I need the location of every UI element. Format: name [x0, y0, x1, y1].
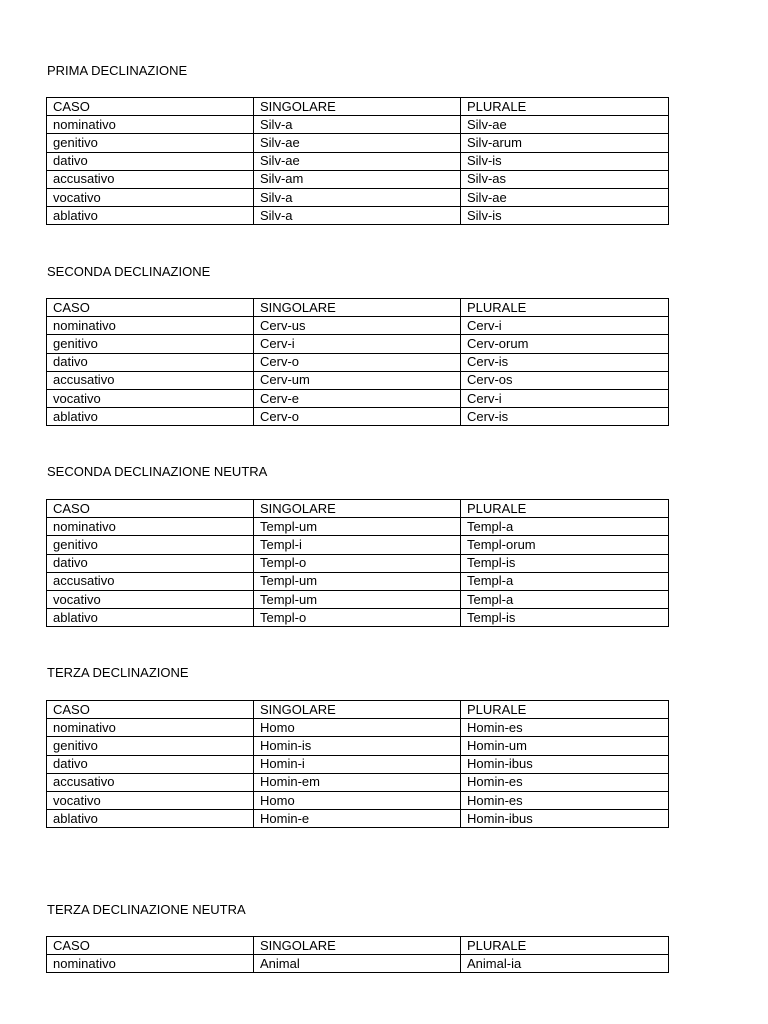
case-cell: dativo: [47, 755, 254, 773]
table-row: [47, 719, 669, 737]
header-plurale: PLURALE: [461, 937, 669, 955]
table-row: [47, 170, 669, 188]
plural-cell: Silv-is: [461, 207, 669, 225]
case-cell: nominativo: [47, 518, 254, 536]
table-row: [47, 955, 669, 973]
table-row: [47, 152, 669, 170]
header-plurale: PLURALE: [461, 98, 669, 116]
case-cell: accusativo: [47, 170, 254, 188]
case-cell: vocativo: [47, 791, 254, 809]
case-cell: nominativo: [47, 719, 254, 737]
singular-cell: Cerv-o: [254, 353, 461, 371]
section-title-terza-neutra: TERZA DECLINAZIONE NEUTRA: [47, 902, 246, 917]
table-row: [47, 536, 669, 554]
declension-table-seconda: [46, 298, 669, 426]
table-row: [47, 518, 669, 536]
plural-cell: Cerv-os: [461, 371, 669, 389]
table-row: [47, 353, 669, 371]
singular-cell: Silv-ae: [254, 134, 461, 152]
table-row: [47, 317, 669, 335]
case-cell: nominativo: [47, 955, 254, 973]
case-cell: ablativo: [47, 810, 254, 828]
case-cell: genitivo: [47, 335, 254, 353]
singular-cell: Homin-is: [254, 737, 461, 755]
header-caso: CASO: [47, 299, 254, 317]
header-caso: CASO: [47, 98, 254, 116]
singular-cell: Cerv-um: [254, 371, 461, 389]
plural-cell: Homin-es: [461, 773, 669, 791]
case-cell: dativo: [47, 152, 254, 170]
case-cell: ablativo: [47, 207, 254, 225]
singular-cell: Homin-e: [254, 810, 461, 828]
plural-cell: Silv-as: [461, 170, 669, 188]
singular-cell: Templ-o: [254, 609, 461, 627]
declension-table-seconda-neutra: [46, 499, 669, 627]
section-title-terza: TERZA DECLINAZIONE: [47, 665, 189, 680]
singular-cell: Templ-um: [254, 572, 461, 590]
plural-cell: Templ-a: [461, 572, 669, 590]
table-row: [47, 116, 669, 134]
plural-cell: Homin-ibus: [461, 810, 669, 828]
table-header-row: [47, 500, 669, 518]
table-row: [47, 134, 669, 152]
singular-cell: Homin-em: [254, 773, 461, 791]
declension-table-prima: [46, 97, 669, 225]
plural-cell: Templ-is: [461, 554, 669, 572]
table-row: [47, 773, 669, 791]
singular-cell: Silv-am: [254, 170, 461, 188]
case-cell: dativo: [47, 353, 254, 371]
declension-table-terza-neutra: [46, 936, 669, 973]
plural-cell: Templ-orum: [461, 536, 669, 554]
table-row: [47, 791, 669, 809]
singular-cell: Templ-um: [254, 590, 461, 608]
singular-cell: Cerv-i: [254, 335, 461, 353]
case-cell: ablativo: [47, 609, 254, 627]
case-cell: dativo: [47, 554, 254, 572]
plural-cell: Homin-es: [461, 791, 669, 809]
singular-cell: Templ-um: [254, 518, 461, 536]
table-row: [47, 590, 669, 608]
declension-table-terza: [46, 700, 669, 828]
singular-cell: Silv-a: [254, 116, 461, 134]
table-header-row: [47, 299, 669, 317]
table-row: [47, 207, 669, 225]
singular-cell: Animal: [254, 955, 461, 973]
header-singolare: SINGOLARE: [254, 937, 461, 955]
plural-cell: Templ-a: [461, 518, 669, 536]
singular-cell: Templ-o: [254, 554, 461, 572]
case-cell: vocativo: [47, 188, 254, 206]
table-row: [47, 554, 669, 572]
table-row: [47, 389, 669, 407]
case-cell: vocativo: [47, 590, 254, 608]
plural-cell: Templ-is: [461, 609, 669, 627]
plural-cell: Cerv-orum: [461, 335, 669, 353]
singular-cell: Homo: [254, 719, 461, 737]
plural-cell: Homin-es: [461, 719, 669, 737]
plural-cell: Homin-ibus: [461, 755, 669, 773]
case-cell: accusativo: [47, 773, 254, 791]
table-header-row: [47, 937, 669, 955]
table-header-row: [47, 98, 669, 116]
section-title-seconda-neutra: SECONDA DECLINAZIONE NEUTRA: [47, 464, 268, 479]
plural-cell: Silv-ae: [461, 188, 669, 206]
case-cell: nominativo: [47, 317, 254, 335]
singular-cell: Templ-i: [254, 536, 461, 554]
table-row: [47, 737, 669, 755]
singular-cell: Silv-a: [254, 188, 461, 206]
header-caso: CASO: [47, 500, 254, 518]
table-header-row: [47, 701, 669, 719]
table-row: [47, 371, 669, 389]
singular-cell: Cerv-e: [254, 389, 461, 407]
plural-cell: Cerv-is: [461, 408, 669, 426]
case-cell: genitivo: [47, 536, 254, 554]
section-title-seconda: SECONDA DECLINAZIONE: [47, 264, 211, 279]
header-singolare: SINGOLARE: [254, 98, 461, 116]
case-cell: genitivo: [47, 134, 254, 152]
case-cell: vocativo: [47, 389, 254, 407]
section-title-prima: PRIMA DECLINAZIONE: [47, 63, 188, 78]
table-row: [47, 810, 669, 828]
plural-cell: Templ-a: [461, 590, 669, 608]
singular-cell: Cerv-o: [254, 408, 461, 426]
singular-cell: Homo: [254, 791, 461, 809]
plural-cell: Cerv-i: [461, 389, 669, 407]
plural-cell: Cerv-is: [461, 353, 669, 371]
singular-cell: Silv-a: [254, 207, 461, 225]
case-cell: genitivo: [47, 737, 254, 755]
plural-cell: Silv-arum: [461, 134, 669, 152]
header-caso: CASO: [47, 937, 254, 955]
plural-cell: Silv-ae: [461, 116, 669, 134]
singular-cell: Silv-ae: [254, 152, 461, 170]
header-caso: CASO: [47, 701, 254, 719]
header-singolare: SINGOLARE: [254, 299, 461, 317]
header-singolare: SINGOLARE: [254, 701, 461, 719]
case-cell: ablativo: [47, 408, 254, 426]
singular-cell: Homin-i: [254, 755, 461, 773]
table-row: [47, 188, 669, 206]
case-cell: accusativo: [47, 572, 254, 590]
plural-cell: Cerv-i: [461, 317, 669, 335]
header-plurale: PLURALE: [461, 299, 669, 317]
plural-cell: Animal-ia: [461, 955, 669, 973]
plural-cell: Silv-is: [461, 152, 669, 170]
table-row: [47, 335, 669, 353]
table-row: [47, 755, 669, 773]
singular-cell: Cerv-us: [254, 317, 461, 335]
case-cell: accusativo: [47, 371, 254, 389]
plural-cell: Homin-um: [461, 737, 669, 755]
table-row: [47, 572, 669, 590]
header-plurale: PLURALE: [461, 701, 669, 719]
header-plurale: PLURALE: [461, 500, 669, 518]
case-cell: nominativo: [47, 116, 254, 134]
table-row: [47, 609, 669, 627]
header-singolare: SINGOLARE: [254, 500, 461, 518]
table-row: [47, 408, 669, 426]
